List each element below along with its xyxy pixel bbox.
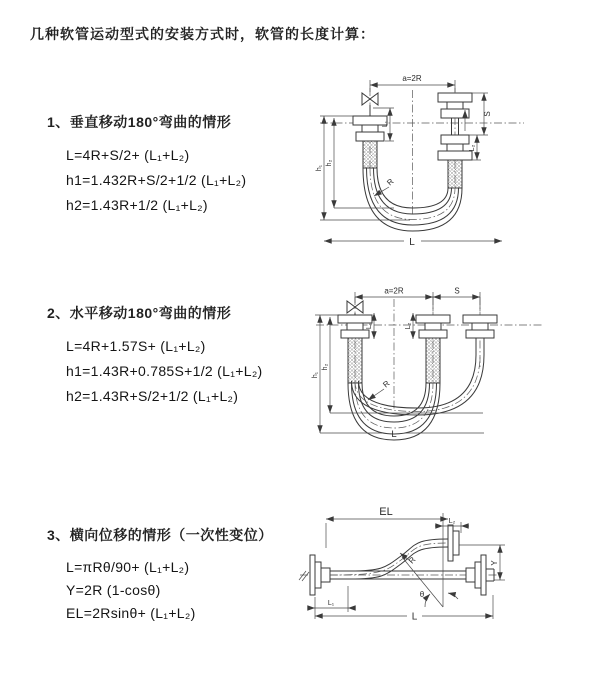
formula-h2: h2=1.43R+S/2+1/2 (L₁+L₂) [66, 388, 239, 404]
formula-list [66, 556, 273, 625]
hose-s-bend [330, 539, 448, 579]
dim-label-L2: L₂ [448, 518, 456, 525]
bend-diagonal-line [402, 557, 443, 607]
dim-L [320, 429, 484, 440]
section-lateral-displacement [47, 525, 273, 625]
formula-list [66, 334, 263, 409]
dim-label-L: L [409, 237, 415, 248]
dim-label-S: S [454, 286, 460, 296]
dim-label-L: L [391, 429, 397, 440]
section-heading: 1、垂直移动180°弯曲的情形 [47, 114, 232, 130]
dim-label-theta: θ [419, 590, 425, 599]
dim-label-L1: L₁ [366, 322, 373, 330]
dim-label-R: R [381, 378, 392, 390]
axis-break-mark [299, 571, 309, 581]
dim-L2 [405, 313, 413, 339]
formula-Y: Y=2R (1-cosθ) [66, 582, 161, 598]
dim-label-R: R [385, 176, 396, 188]
dim-label-L2: L₂ [469, 144, 476, 152]
dim-label-R: R [406, 555, 418, 566]
diagram-horizontal-180-u-bend [310, 283, 600, 453]
section-heading: 2、水平移动180°弯曲的情形 [47, 305, 232, 321]
right-braid-section [448, 160, 462, 188]
formula-list [66, 143, 246, 218]
section-heading: 3、横向位移的情形（一次性变位） [47, 527, 273, 543]
dim-label-L: L [411, 611, 418, 623]
diagram-vertical-180-u-bend [312, 68, 584, 260]
dim-label-h2: h₂ [322, 363, 329, 371]
dim-label-L1: L₁ [327, 600, 335, 607]
dim-EL [326, 506, 448, 548]
dim-label-a2R: a=2R [402, 74, 422, 83]
dim-label-h2: h₂ [326, 159, 333, 167]
dim-a-2R [355, 287, 433, 312]
dim-h1 [312, 315, 338, 433]
right-flange-bottom [438, 135, 472, 160]
upper-flange [448, 525, 459, 561]
diagram-lateral-displacement [298, 500, 583, 630]
formula-L: L=4R+1.57S+ (L₁+L₂) [66, 338, 206, 354]
dim-label-S: S [483, 111, 492, 117]
dim-a-2R [370, 74, 455, 92]
dim-L [315, 595, 493, 623]
page-title: 几种软管运动型式的安装方式时，软管的长度计算： [30, 26, 375, 42]
section-horizontal-180 [47, 303, 263, 409]
dim-L [324, 237, 502, 248]
formula-h1: h1=1.43R+0.785S+1/2 (L₁+L₂) [66, 363, 263, 379]
left-flange [353, 116, 387, 141]
angle-theta [420, 590, 458, 607]
dim-label-EL: EL [379, 506, 393, 518]
dim-label-L1: L₁ [382, 120, 389, 128]
dim-label-h1: h₁ [312, 371, 319, 379]
dim-label-a2R: a=2R [384, 286, 404, 296]
right-flange-top [438, 93, 472, 118]
mid-flange [416, 315, 450, 338]
dim-label-L2: L₂ [405, 322, 412, 330]
left-braid-section [348, 338, 362, 383]
formula-L: L=4R+S/2+ (L₁+L₂) [66, 147, 190, 163]
dim-label-Y: Y [490, 560, 499, 566]
mid-braid-section [426, 338, 440, 383]
dim-S [433, 287, 480, 312]
dim-label-h1: h₁ [316, 164, 323, 172]
formula-h2: h2=1.43R+1/2 (L₁+L₂) [66, 197, 208, 213]
section-vertical-180 [47, 112, 246, 218]
radius-callout [368, 379, 392, 400]
formula-h1: h1=1.432R+S/2+1/2 (L₁+L₂) [66, 172, 247, 188]
right-flange [463, 315, 497, 338]
left-braid-section [363, 141, 377, 168]
formula-L: L=πRθ/90+ (L₁+L₂) [66, 559, 190, 575]
radius-callout [400, 553, 418, 565]
left-flange [310, 555, 330, 595]
formula-EL: EL=2Rsinθ+ (L₁+L₂) [66, 605, 196, 621]
hose-u-bend-position2 [352, 355, 485, 415]
